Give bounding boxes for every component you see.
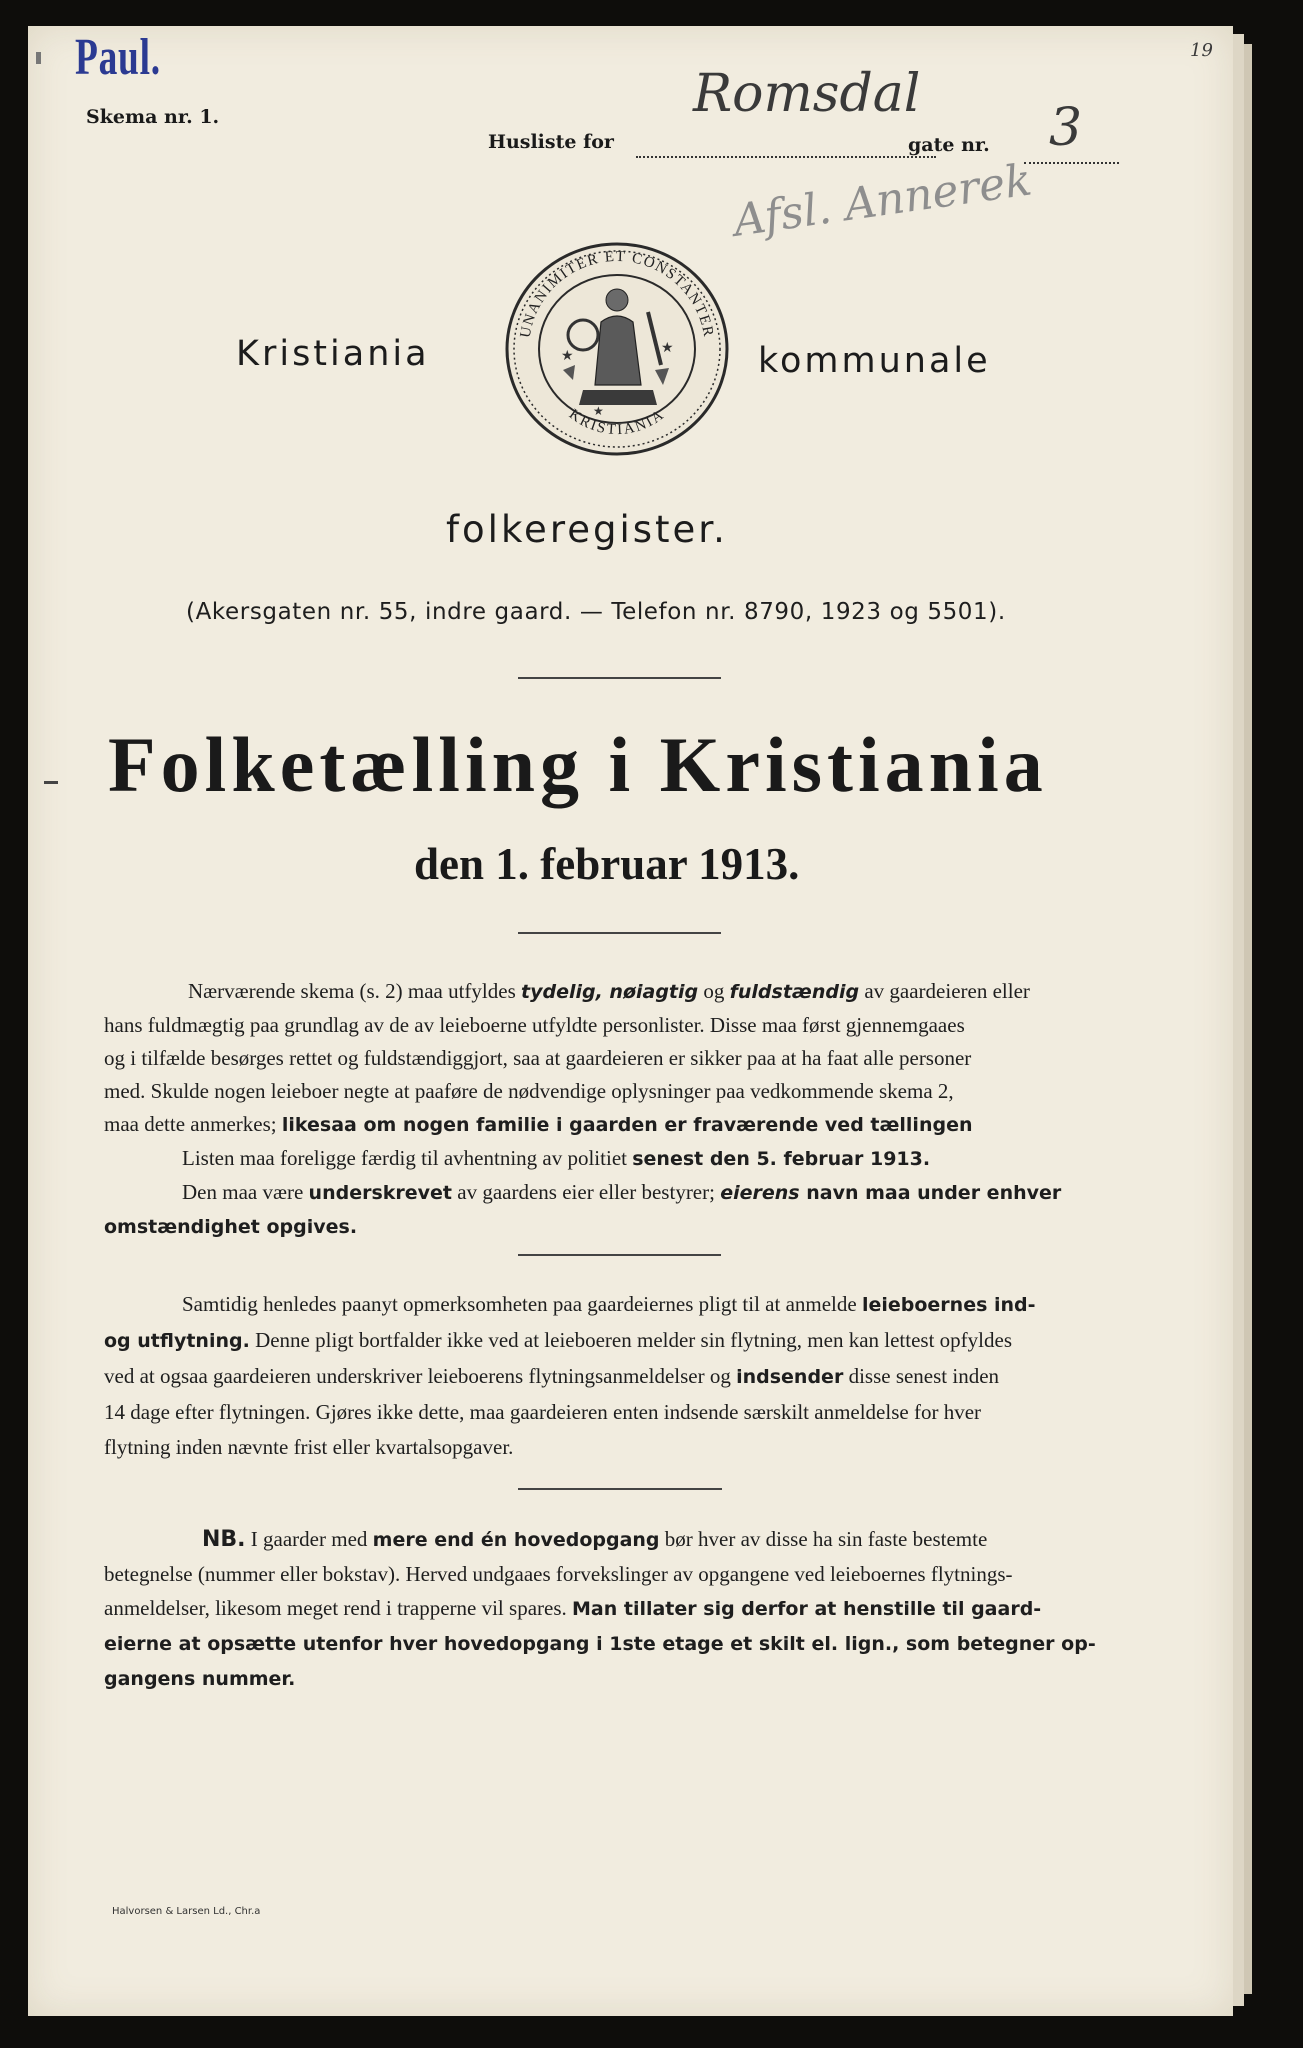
office-address: (Akersgaten nr. 55, indre gaard. — Telefon nr. 8790, 1923 og 5501). xyxy=(186,599,1006,625)
gate-number-handwritten: 3 xyxy=(1049,98,1083,158)
svg-text:★: ★ xyxy=(561,348,574,364)
census-date: den 1. februar 1913. xyxy=(414,839,800,889)
paper-edge xyxy=(1232,34,1244,2006)
street-handwritten: Romsdal xyxy=(693,64,921,124)
kristiania-seal-icon xyxy=(503,240,731,458)
printer-imprint: Halvorsen & Larsen Ld., Chr.a xyxy=(112,1906,261,1917)
office-register-text: folkeregister. xyxy=(446,508,728,551)
husliste-label: Husliste for xyxy=(488,131,614,153)
divider xyxy=(518,677,721,679)
gate-underline xyxy=(1024,162,1119,164)
page-number: 19 xyxy=(1190,40,1213,61)
office-left-text: Kristiania xyxy=(236,334,430,374)
svg-text:★: ★ xyxy=(593,404,604,418)
instructions-paragraph-1: Nærværende skema (s. 2) maa utfyldes tydelig, nøiagtig og fuldstændig av gaardeieren eller hans fuldmægtig paa grundlag av de av leieboerne utfyldte personlister. Disse maa først gjennemgaaes og i tilfælde besørges rettet og fuldstændiggjort, saa at gaardeieren er sikker paa at ha faat alle personer med. Skulde nogen leieboer negte at paaføre de nødvendige oplysninger paa vedkommende skema 2, maa dette anmerkes; likesaa om nogen familie i gaarden er fraværende ved tællingen Listen maa foreligge færdig til avhentning av politiet senest den 5. februar 1913. Den maa være underskrevet av gaardens eier eller bestyrer; eierens navn maa under enhver omstændighet opgives. xyxy=(104,979,1062,1238)
annotation-handwritten: Afsl. Annerek xyxy=(730,154,1035,247)
margin-mark xyxy=(36,52,41,64)
stamp-name: Paul. xyxy=(75,29,161,86)
census-title: Folketælling i Kristiania xyxy=(108,721,1048,808)
schema-number: Skema nr. 1. xyxy=(86,106,220,128)
instructions-paragraph-2: Samtidig henledes paanyt opmerksomheten paa gaardeiernes pligt til at anmelde leieboernes ind- og utflytning. Denne pligt bortfalder ikke ved at leieboeren melder sin flytning, men kan lettest opfyldes ved at ogsaa gaardeieren underskriver leieboerens flytningsanmeldelser og indsender disse senest inden 14 dage efter flytningen. Gjøres ikke dette, maa gaardeieren enten indsende særskilt anmeldelse for hver flytning inden nævnte frist eller kvartalsopgaver. xyxy=(104,1292,1036,1459)
seal-city: KRISTIANIA xyxy=(565,406,669,439)
seal-motto: UNANIMITER ET CONSTANTER xyxy=(517,248,717,340)
instructions-paragraph-3: NB. I gaarder med mere end én hovedopgang bør hver av disse ha sin faste bestemte betegnelse (nummer eller bokstav). Herved undgaaes forvekslinger av opgangene ved leieboernes flytnings- anmeldelser, likesom meget rend i trapperne vil spares. Man tillater sig derfor at henstille til gaard- eierne at opsætte utenfor hver hovedopgang i 1ste etage et skilt el. lign., som betegner op- gangens nummer. xyxy=(104,1527,1096,1690)
street-underline xyxy=(636,156,936,158)
divider xyxy=(518,1254,721,1256)
margin-mark xyxy=(44,781,58,784)
divider xyxy=(518,932,721,934)
svg-text:★: ★ xyxy=(661,340,674,356)
divider xyxy=(518,1488,722,1490)
gate-label: gate nr. xyxy=(908,134,990,156)
paper-edge xyxy=(1244,44,1252,1994)
office-right-text: kommunale xyxy=(758,341,991,381)
